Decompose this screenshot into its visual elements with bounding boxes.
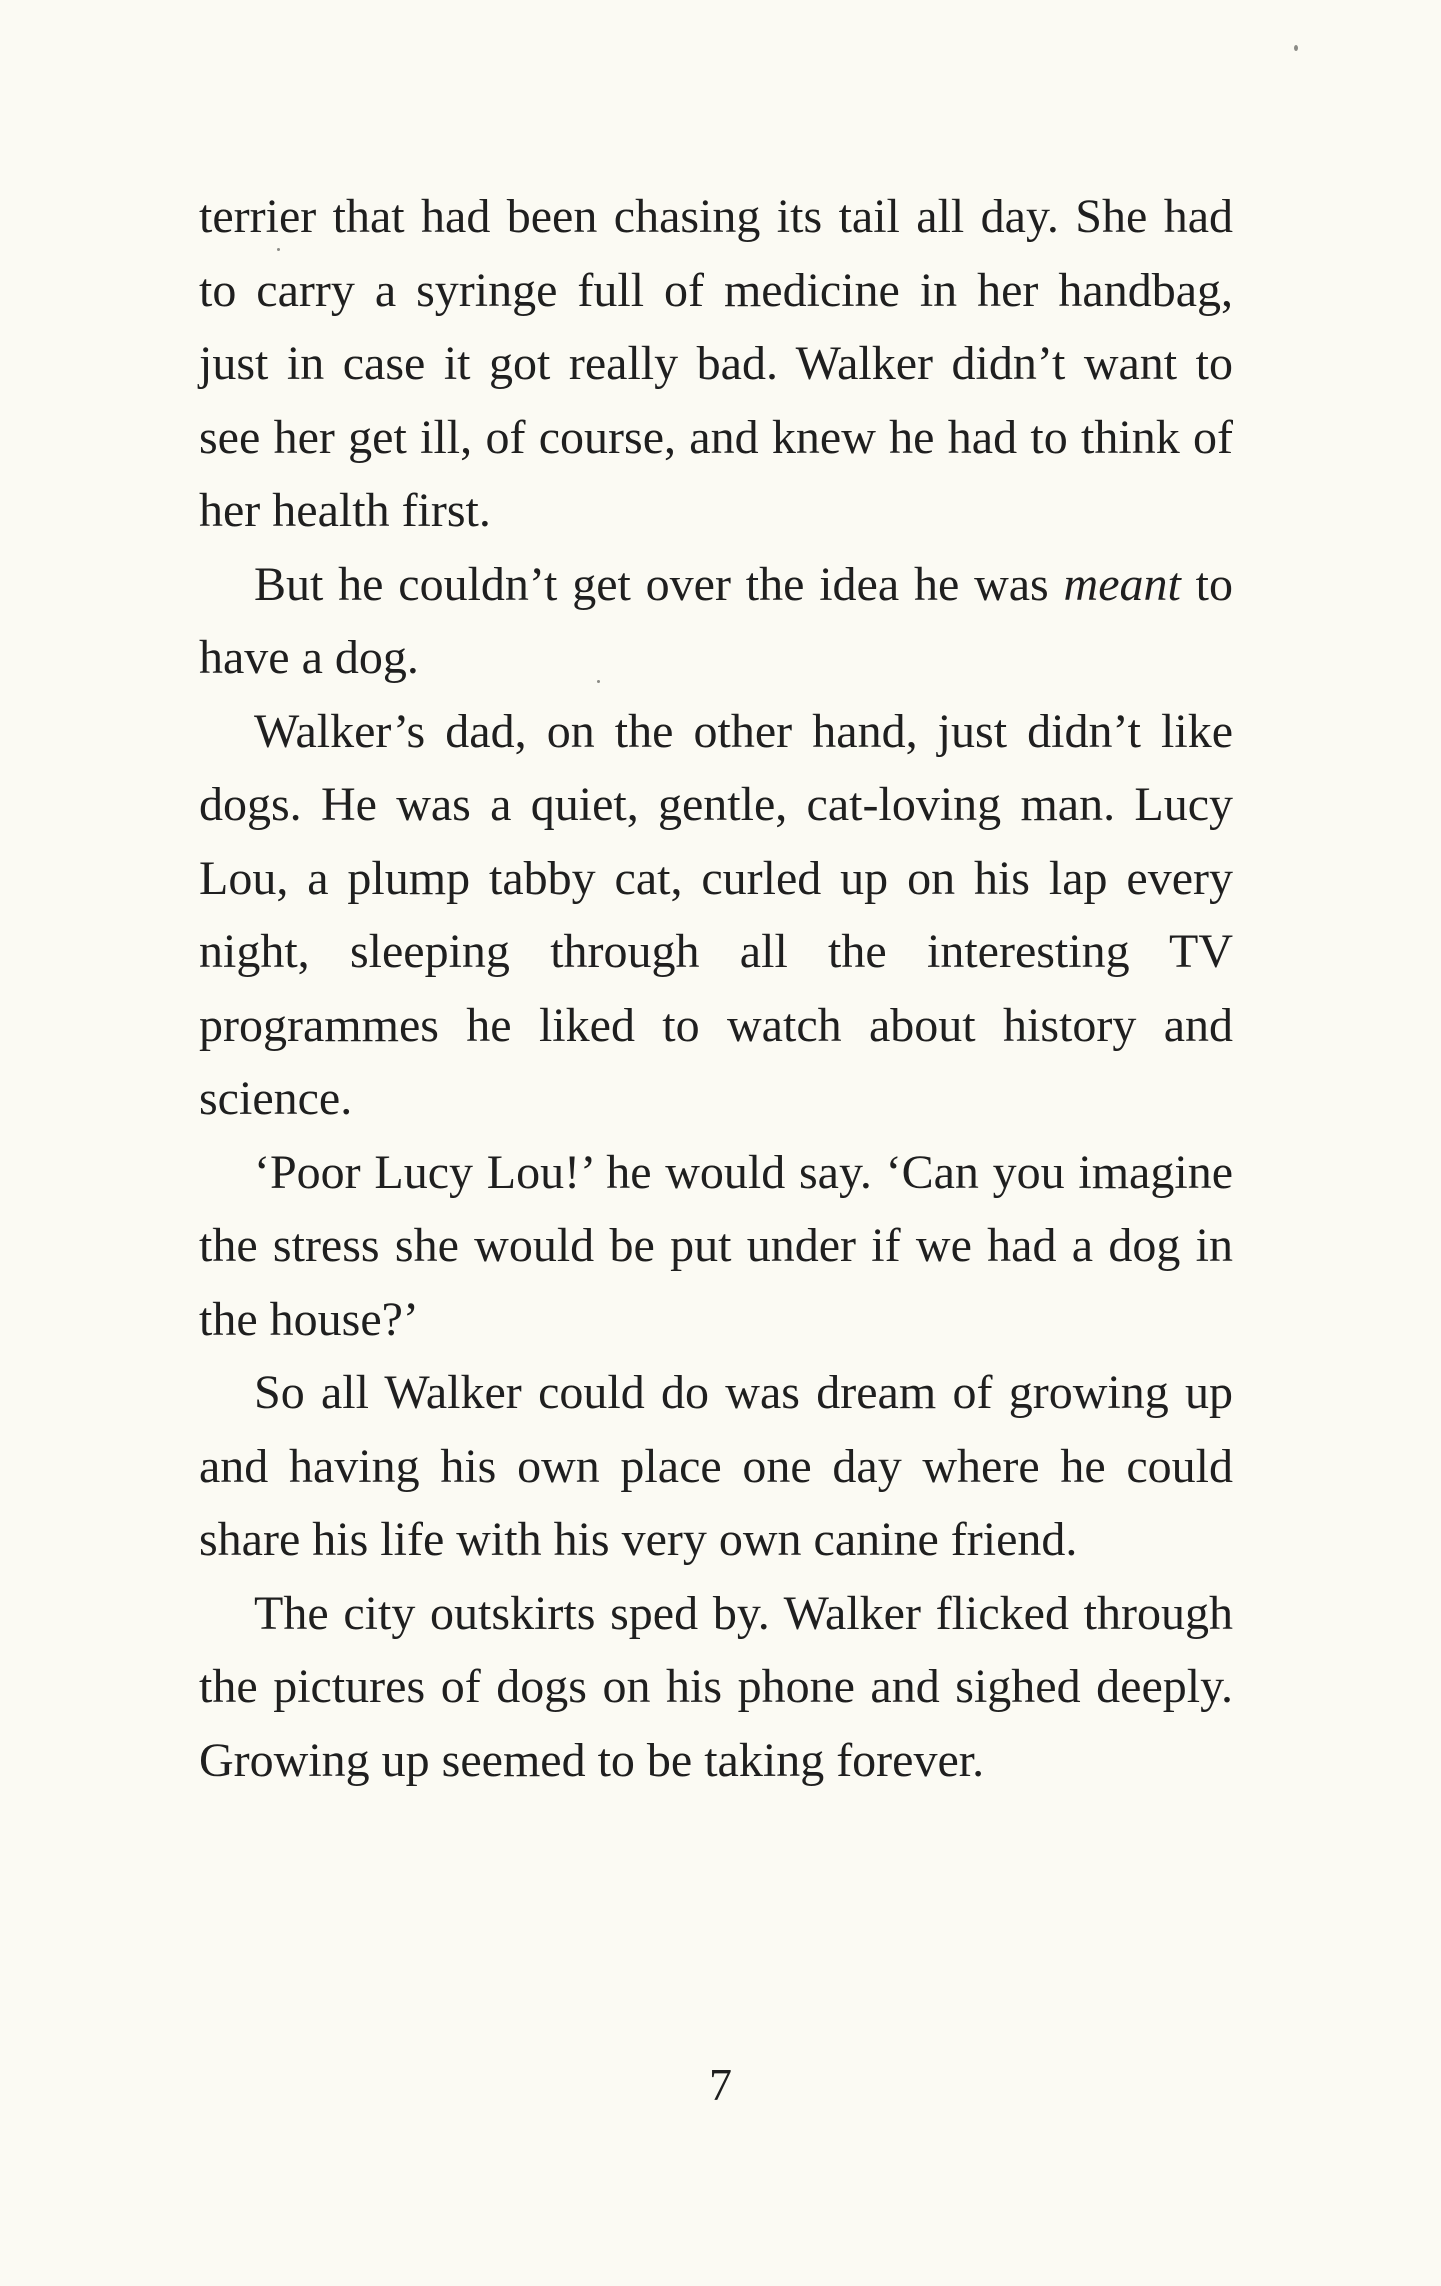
- emphasis-meant: meant: [1063, 557, 1181, 611]
- paragraph-5: So all Walker could do was dream of growing up and having his own place one day where he could share his life with his very own canine friend.: [199, 1366, 1233, 1566]
- paragraph-3: Walker’s dad, on the other hand, just didn’t like dogs. He was a quiet, gentle, cat-loving man. Lucy Lou, a plump tabby cat, curled up on his lap every night, sleeping through all the interesting TV programmes he liked to watch about history and science.: [199, 704, 1233, 1125]
- paragraph-2-after: to have a dog.: [199, 557, 1233, 684]
- paragraph-6: The city outskirts sped by. Walker flicked through the pictures of dogs on his phone and sighed deeply. Growing up seemed to be taking forever.: [199, 1586, 1233, 1787]
- paper-speck: [597, 680, 600, 683]
- body-text: [199, 180, 1233, 1797]
- paragraph-2-before: But he couldn’t get over the idea he was: [254, 557, 1064, 611]
- paper-speck: [277, 248, 280, 251]
- page-number: 7: [709, 2059, 732, 2110]
- paragraph-2: [199, 548, 1233, 695]
- paper-speck: [1294, 45, 1298, 51]
- paragraph-1: terrier that had been chasing its tail all day. She had to carry a syringe full of medicine in her handbag, just in case it got really bad. Walker didn’t want to see her get ill, of course, and knew he had to think of her health first.: [199, 190, 1233, 537]
- paragraph-4: ‘Poor Lucy Lou!’ he would say. ‘Can you imagine the stress she would be put under if we had a dog in the house?’: [199, 1145, 1233, 1346]
